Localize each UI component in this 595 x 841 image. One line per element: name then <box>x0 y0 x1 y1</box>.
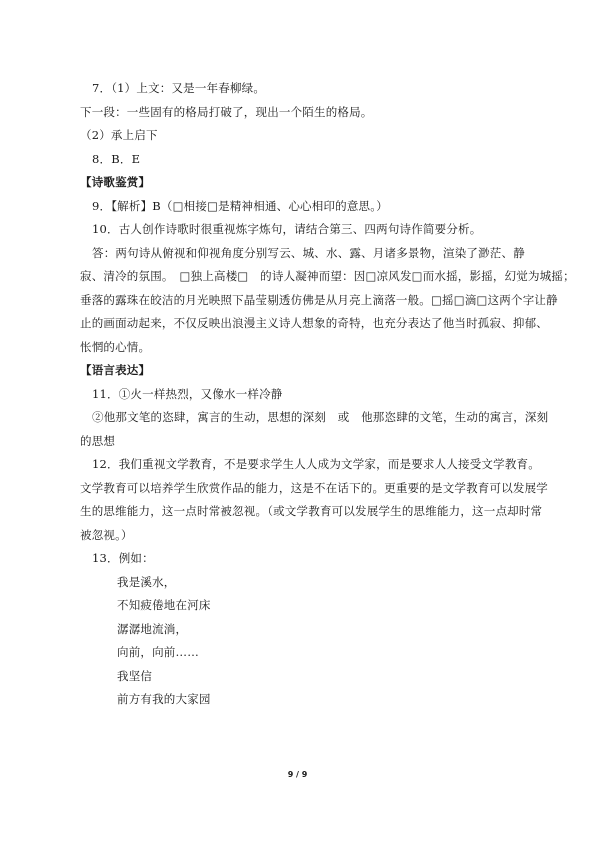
q7-line-3: （2）承上启下 <box>80 128 158 142</box>
poem-line: 我是溪水， <box>117 575 176 589</box>
q12-line-2: 文学教育可以培养学生欣赏作品的能力，这是不在话下的。更重要的是文学教育可以发展学 <box>80 481 548 495</box>
q10-answer-line-5: 怅惘的心情。 <box>80 340 151 354</box>
q10-answer-line-4: 止的画面动起来，不仅反映出浪漫主义诗人想象的奇特，也充分表达了他当时孤寂、抑郁、 <box>80 316 548 330</box>
page-number: 9 / 9 <box>287 770 308 779</box>
q11-line-1: 11．①火一样热烈，又像水一样冷静 <box>92 387 283 401</box>
q11-line-3: 的思想 <box>80 434 116 448</box>
q8-answer: 8．B．E <box>92 152 141 166</box>
q12-line-4: 被忽视。） <box>80 528 133 542</box>
poem-line: 不知疲倦地在河床 <box>117 598 211 612</box>
poem-line: 向前，向前…… <box>117 645 199 659</box>
poem-line: 我坚信 <box>117 669 153 683</box>
q12-line-1: 12．我们重视文学教育，不是要求学生人人成为文学家，而是要求人人接受文学教育。 <box>92 457 540 471</box>
q12-line-3: 生的思维能力，这一点时常被忽视。（或文学教育可以发展学生的思维能力，这一点却时常 <box>80 504 543 518</box>
q10-question: 10．古人创作诗歌时很重视炼字炼句，请结合第三、四两句诗作简要分析。 <box>92 222 482 236</box>
poem-line: 前方有我的大家园 <box>117 692 211 706</box>
section-heading-poetry: 【诗歌鉴赏】 <box>80 175 151 189</box>
q7-line-1: 7．（1）上文：又是一年春柳绿。 <box>92 81 266 95</box>
q13-intro: 13．例如： <box>92 551 154 565</box>
q7-line-2: 下一段：一些固有的格局打破了，现出一个陌生的格局。 <box>80 105 373 119</box>
q11-line-2: ②他那文笔的恣肆，寓言的生动，思想的深刻 或 他那恣肆的文笔，生动的寓言，深刻 <box>92 410 549 424</box>
poem-line: 潺潺地流淌， <box>117 622 188 636</box>
q10-answer-line-3: 垂落的露珠在皎洁的月光映照下晶莹剔透仿佛是从月亮上滴落一般。□摇□滴□这两个字让静 <box>80 293 558 307</box>
q10-answer-line-1: 答：两句诗从俯视和仰视角度分别写云、城、水、露、月诸多景物，渲染了渺茫、静 <box>92 246 525 260</box>
section-heading-language: 【语言表达】 <box>80 363 151 377</box>
q10-answer-line-2: 寂、清冷的氛围。 □独上高楼□ 的诗人凝神而望：因□凉风发□而水摇，影摇，幻觉为城摇； <box>80 269 575 283</box>
q9-answer: 9．【解析】B（□相接□是精神相通、心心相印的意思。） <box>92 199 388 213</box>
